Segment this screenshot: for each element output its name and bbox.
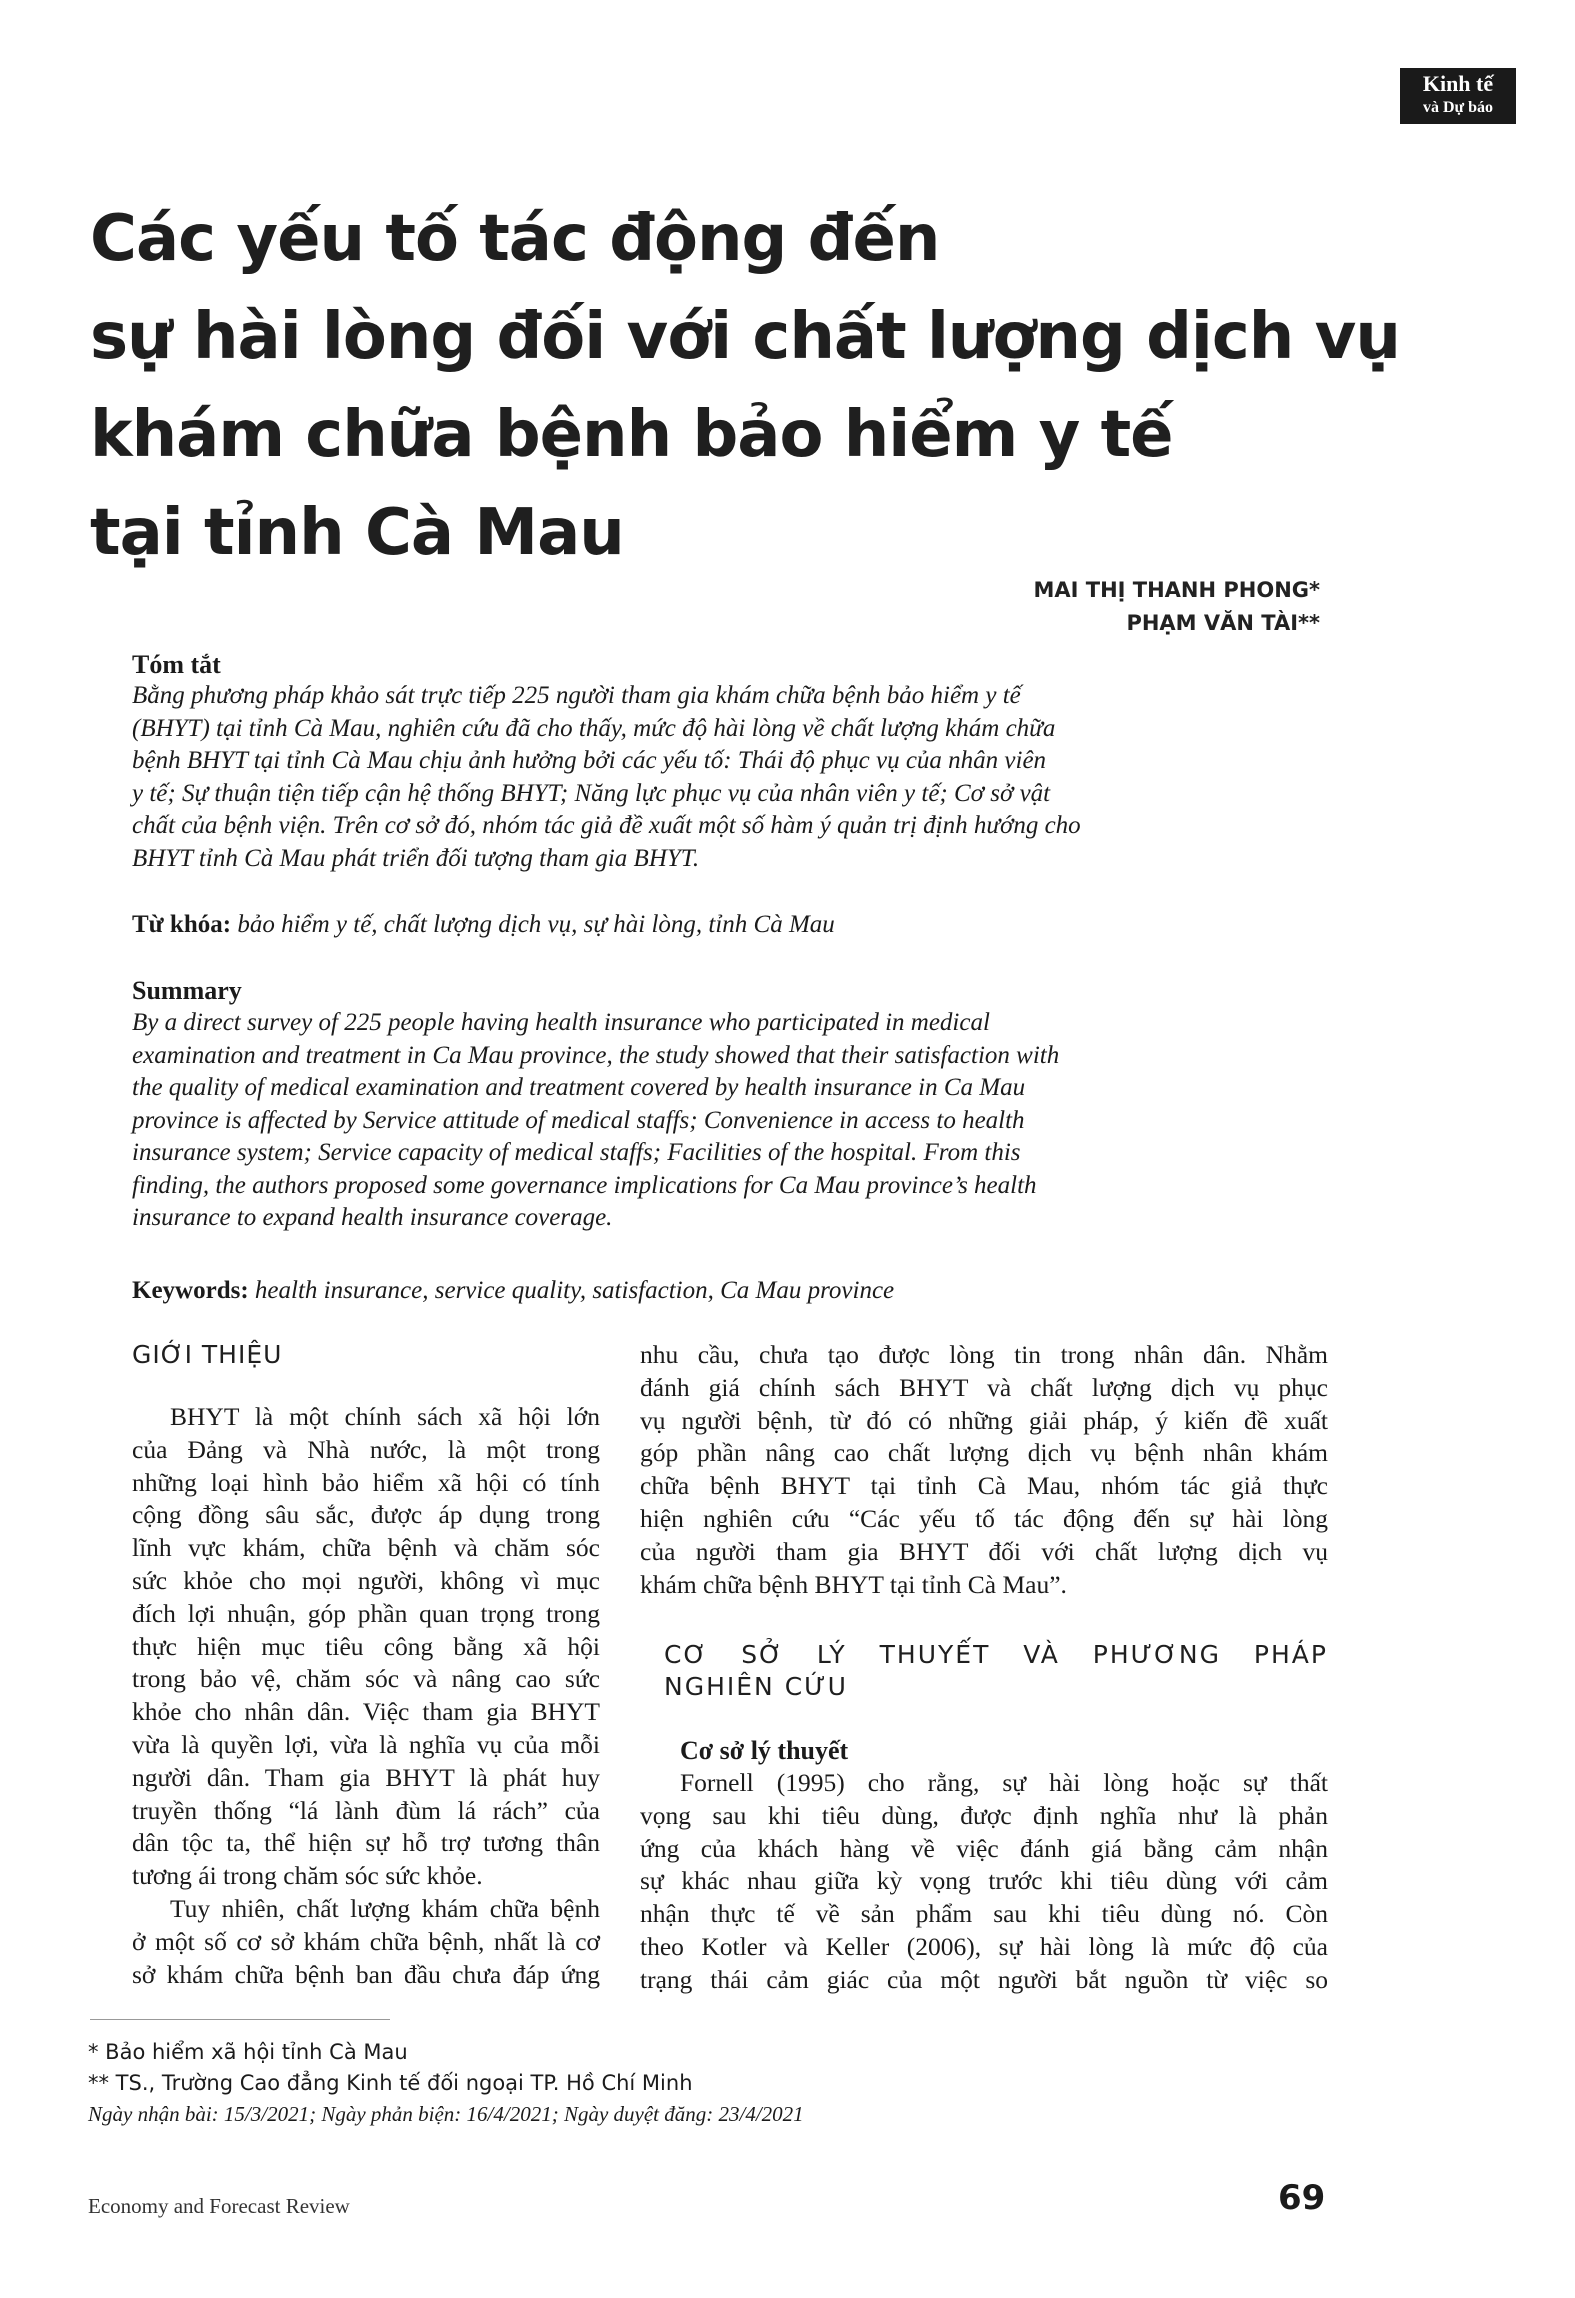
abstract-line: examination and treatment in Ca Mau province, the study showed that their satisfaction with [132, 1041, 1060, 1069]
body-line: chữa bệnh BHYT tại tỉnh Cà Mau, nhóm tác giả thực [640, 1471, 1328, 1501]
footnote-1: * Bảo hiểm xã hội tỉnh Cà Mau [88, 2040, 408, 2064]
keywords-en-text: health insurance, service quality, satisfaction, Ca Mau province [248, 1277, 895, 1304]
intro-column-right [640, 1339, 1328, 1601]
abstract-line: BHYT tỉnh Cà Mau phát triển đối tượng tham gia BHYT. [132, 844, 700, 872]
footnote-dates: Ngày nhận bài: 15/3/2021; Ngày phản biện: 16/4/2021; Ngày duyệt đăng: 23/4/2021 [88, 2102, 804, 2126]
abstract-line: province is affected by Service attitude of medical staffs; Convenience in access to health [132, 1106, 1025, 1134]
body-line: nhận thực tế về sản phẩm sau khi tiêu dùng nó. Còn [640, 1899, 1328, 1929]
body-line: Fornell (1995) cho rằng, sự hài lòng hoặc sự thất [680, 1768, 1328, 1797]
body-line: của Đảng và Nhà nước, là một trong [132, 1434, 600, 1464]
abstract-line: finding, the authors proposed some governance implications for Ca Mau province’s health [132, 1171, 1037, 1199]
body-line: theo Kotler và Keller (2006), sự hài lòng là mức độ của [640, 1931, 1328, 1961]
section-heading-intro: GIỚI THIỆU [132, 1340, 283, 1369]
body-line: dân tộc ta, thể hiện sự hỗ trợ tương thân [132, 1828, 600, 1858]
body-line: tương ái trong chăm sóc sức khỏe. [132, 1861, 483, 1891]
footnote-rule [90, 2019, 390, 2020]
journal-badge [1400, 68, 1516, 124]
body-line: vọng sau khi tiêu dùng, được định nghĩa như là phản [640, 1800, 1328, 1830]
body-line: sức khỏe cho mọi người, không vì mục [132, 1565, 600, 1595]
body-line: sở khám chữa bệnh ban đầu chưa đáp ứng [132, 1959, 600, 1989]
abstract-line: y tế; Sự thuận tiện tiếp cận hệ thống BHYT; Năng lực phục vụ của nhân viên y tế; Cơ sở vật [132, 779, 1051, 807]
abstract-line: bệnh BHYT tại tỉnh Cà Mau chịu ảnh hưởng bởi các yếu tố: Thái độ phục vụ của nhân viên [132, 747, 1047, 774]
section-heading-theory-cont: NGHIÊN CỨU [664, 1672, 848, 1701]
keywords-vi [132, 911, 1292, 939]
keywords-en-label: Keywords: [132, 1277, 249, 1304]
keywords-vi-text: bảo hiểm y tế, chất lượng dịch vụ, sự hài lòng, tỉnh Cà Mau [231, 911, 835, 938]
badge-line-1: Kinh tế [1422, 71, 1494, 96]
footnote-2: ** TS., Trường Cao đẳng Kinh tế đối ngoại TP. Hồ Chí Minh [88, 2071, 693, 2095]
body-line: người dân. Tham gia BHYT là phát huy [132, 1762, 600, 1792]
body-line: những loại hình bảo hiểm xã hội có tính [132, 1467, 600, 1497]
intro-column-left [132, 1401, 600, 1991]
body-line: cộng đồng sâu sắc, được áp dụng trong [132, 1500, 600, 1530]
body-line: nhu cầu, chưa tạo được lòng tin trong nhân dân. Nhằm [640, 1340, 1328, 1369]
abstract-line: the quality of medical examination and treatment covered by health insurance in Ca Mau [132, 1074, 1026, 1101]
section-heading-theory: CƠ SỞ LÝ THUYẾT VÀ PHƯƠNG PHÁP [664, 1640, 1328, 1669]
abstract-en-heading: Summary [132, 976, 242, 1005]
body-line: Tuy nhiên, chất lượng khám chữa bệnh [170, 1893, 600, 1923]
abstract-line: chất của bệnh viện. Trên cơ sở đó, nhóm tác giả đề xuất một số hàm ý quản trị định hướng cho [132, 812, 1081, 839]
body-line: sự khác nhau giữa kỳ vọng trước khi tiêu dùng với cảm [640, 1866, 1328, 1896]
page-number: 69 [1278, 2178, 1326, 2218]
title-line: sự hài lòng đối với chất lượng dịch vụ [90, 300, 1400, 374]
body-line: vừa là quyền lợi, vừa là nghĩa vụ của mỗi [132, 1729, 600, 1759]
keywords-en [132, 1277, 1292, 1305]
badge-line-2: và Dự báo [1422, 99, 1494, 116]
abstract-line: insurance to expand health insurance coverage. [132, 1204, 613, 1231]
title-line: khám chữa bệnh bảo hiểm y tế [90, 398, 1173, 472]
body-line: truyền thống “lá lành đùm lá rách” của [132, 1795, 600, 1825]
body-line: đánh giá chính sách BHYT và chất lượng dịch vụ phục [640, 1372, 1328, 1402]
body-line: của người tham gia BHYT đối với chất lượng dịch vụ [640, 1536, 1328, 1566]
body-line: góp phần nâng cao chất lượng dịch vụ bệnh nhân khám [640, 1438, 1328, 1468]
journal-name: Economy and Forecast Review [88, 2194, 350, 2218]
body-line: thực hiện mục tiêu công bằng xã hội [132, 1631, 600, 1661]
abstract-line: Bằng phương pháp khảo sát trực tiếp 225 người tham gia khám chữa bệnh bảo hiểm y tế [132, 682, 1021, 709]
abstract-vi-heading: Tóm tắt [132, 650, 221, 679]
body-line: đích lợi nhuận, góp phần quan trọng trong [132, 1598, 600, 1628]
subheading-theory: Cơ sở lý thuyết [680, 1736, 849, 1765]
article-title [90, 190, 1400, 582]
body-line: khỏe cho nhân dân. Việc tham gia BHYT [132, 1697, 600, 1727]
abstract-line: insurance system; Service capacity of medical staffs; Facilities of the hospital. From this [132, 1139, 1021, 1166]
body-line: BHYT là một chính sách xã hội lớn [170, 1402, 600, 1431]
theory-text [640, 1767, 1328, 1997]
abstract-vi-text [132, 680, 1292, 875]
body-line: lĩnh vực khám, chữa bệnh và chăm sóc [132, 1533, 600, 1563]
body-line: hiện nghiên cứu “Các yếu tố tác động đến sự hài lòng [640, 1503, 1328, 1533]
abstract-line: (BHYT) tại tỉnh Cà Mau, nghiên cứu đã cho thấy, mức độ hài lòng về chất lượng khám chữa [132, 714, 1056, 742]
body-line: ở một số cơ sở khám chữa bệnh, nhất là cơ [132, 1926, 600, 1956]
author-2: PHẠM VĂN TÀI** [1126, 611, 1320, 635]
title-line: tại tỉnh Cà Mau [90, 496, 624, 570]
author-1: MAI THỊ THANH PHONG* [1033, 578, 1320, 602]
abstract-en-text [132, 1007, 1292, 1235]
abstract-line: By a direct survey of 225 people having health insurance who participated in medical [132, 1009, 990, 1036]
title-line: Các yếu tố tác động đến [90, 202, 940, 276]
body-line: trạng thái cảm giác của một người bắt nguồn từ việc so [640, 1964, 1328, 1994]
body-line: khám chữa bệnh BHYT tại tỉnh Cà Mau”. [640, 1569, 1067, 1599]
body-line: vụ người bệnh, từ đó có những giải pháp, ý kiến đề xuất [640, 1405, 1328, 1435]
body-line: ứng của khách hàng về việc đánh giá bằng cảm nhận [640, 1833, 1328, 1863]
keywords-vi-label: Từ khóa: [132, 911, 232, 938]
body-line: trong bảo vệ, chăm sóc và nâng cao sức [132, 1664, 600, 1694]
